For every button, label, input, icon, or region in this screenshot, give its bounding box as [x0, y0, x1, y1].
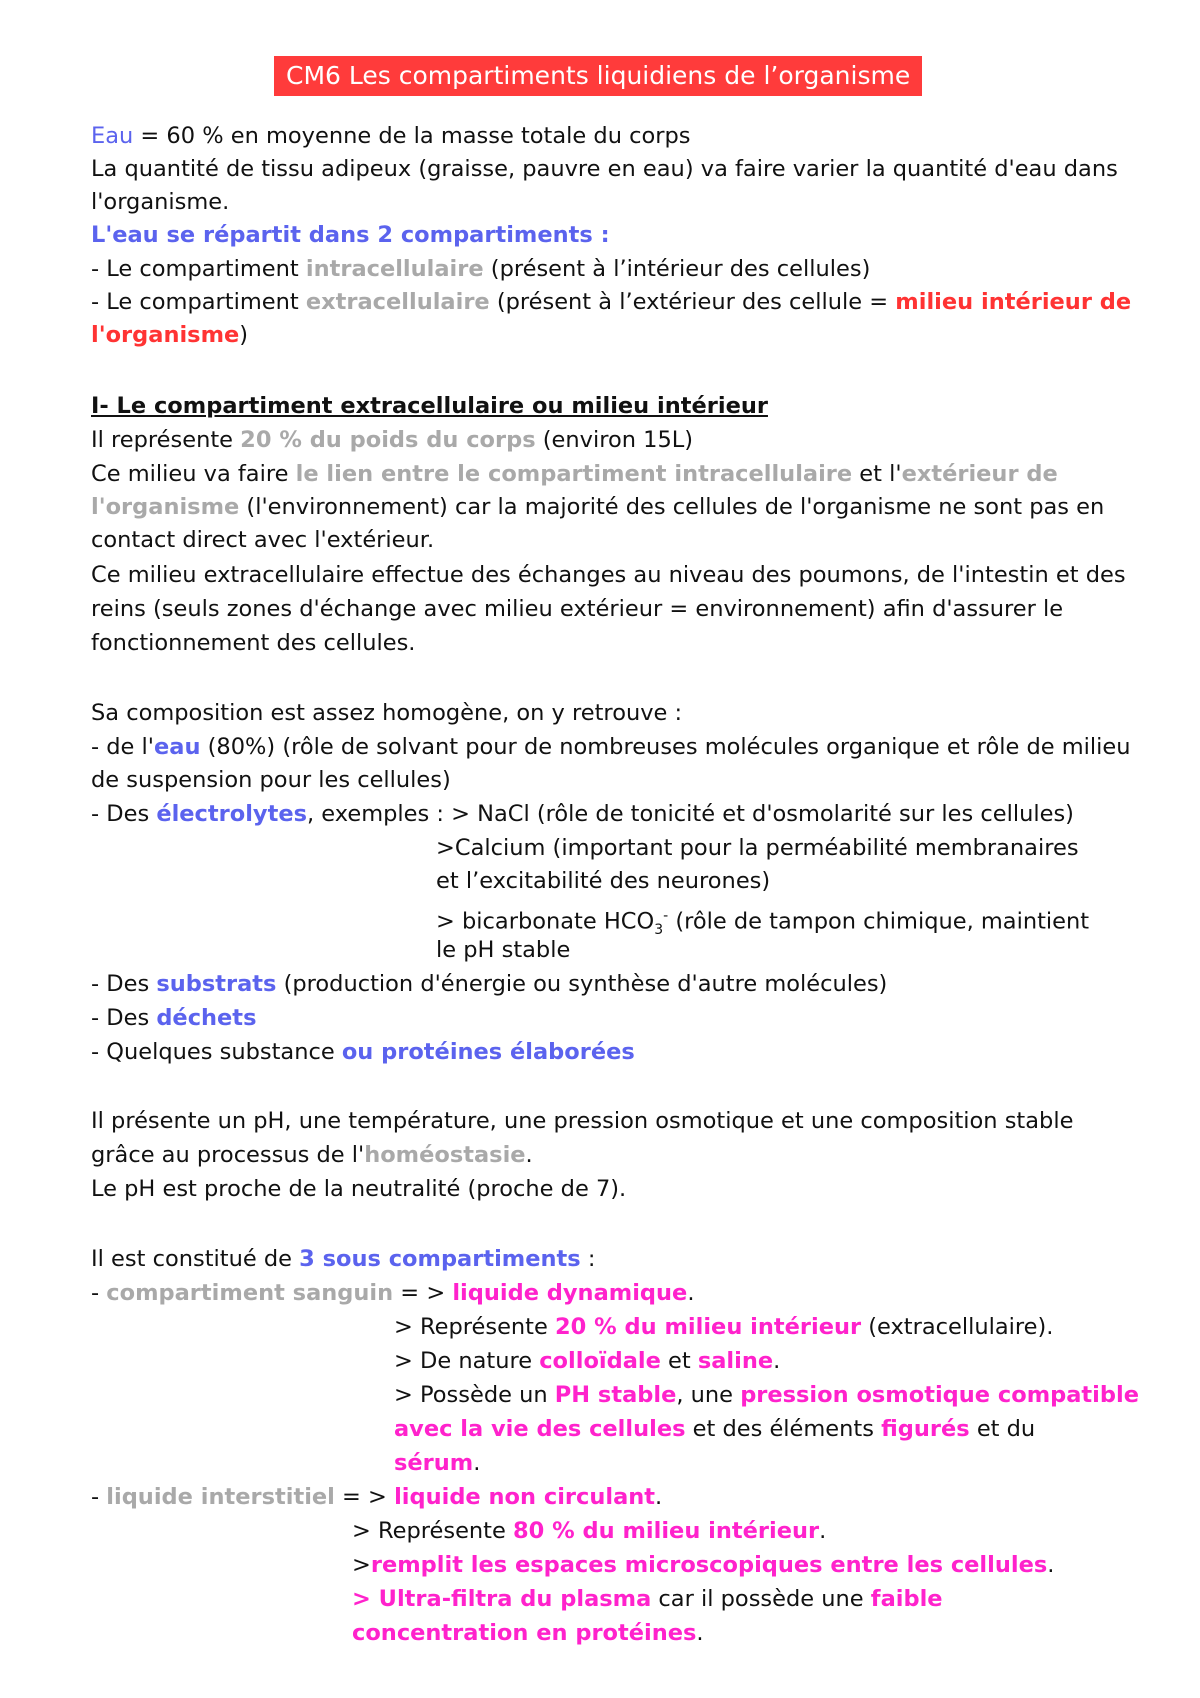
text: >: [352, 1552, 371, 1578]
term: avec la vie des cellules: [394, 1416, 686, 1442]
composition-item: [91, 968, 887, 1000]
intro-line-4: L'eau se répartit dans 2 compartiments :: [91, 222, 610, 248]
term: le lien entre le compartiment intracellulaire: [295, 461, 853, 487]
text: > bicarbonate HCO: [436, 908, 655, 935]
text: (l'environnement) car la majorité des cellules de l'organisme ne sont pas en: [239, 494, 1105, 520]
subitem-line: [352, 1549, 1054, 1581]
term-organisme: l'organisme: [91, 322, 240, 348]
composition-subitem: et l’excitabilité des neurones): [436, 868, 771, 894]
term: compartiment sanguin: [106, 1280, 394, 1306]
term: faible: [870, 1586, 943, 1612]
term: l'organisme: [91, 494, 240, 520]
text: (présent à l’intérieur des cellules): [483, 256, 871, 282]
text: - Des: [91, 801, 157, 827]
text: (extracellulaire).: [861, 1314, 1054, 1340]
text: .: [1047, 1552, 1055, 1578]
term: colloïdale: [539, 1348, 661, 1374]
text: - Des: [91, 971, 157, 997]
composition-item: [91, 731, 1131, 763]
para-line: fonctionnement des cellules.: [91, 630, 416, 656]
text: Ce milieu va faire: [91, 461, 296, 487]
subitem-line: [352, 1583, 943, 1615]
text: :: [580, 1246, 596, 1272]
para-line: Il présente un pH, une température, une pression osmotique et une composition stable: [91, 1108, 1074, 1134]
intro-line-1: [91, 120, 691, 152]
intro-line-2: La quantité de tissu adipeux (graisse, pauvre en eau) va faire varier la quantité d'eau dans: [91, 156, 1118, 182]
text: .: [525, 1142, 533, 1168]
term-intracellulaire: intracellulaire: [305, 256, 484, 282]
text: = 60 % en moyenne de la masse totale du corps: [133, 123, 691, 149]
term: extérieur de: [901, 461, 1058, 487]
term: 20 % du poids du corps: [240, 427, 536, 453]
term-milieu-interieur: milieu intérieur de: [895, 289, 1132, 315]
text: > Représente: [394, 1314, 555, 1340]
text: car il possède une: [651, 1586, 871, 1612]
text: > Possède un: [394, 1382, 555, 1408]
subitem-line: [352, 1617, 704, 1649]
text: et l': [852, 461, 902, 487]
term: eau: [154, 734, 201, 760]
text: (rôle de tampon chimique, maintient: [668, 908, 1090, 935]
text: .: [696, 1620, 704, 1646]
intro-line-3: l'organisme.: [91, 189, 230, 215]
text: - Quelques substance: [91, 1039, 342, 1065]
para-line: Ce milieu extracellulaire effectue des échanges au niveau des poumons, de l'intestin et des: [91, 562, 1126, 588]
composition-subitem: >Calcium (important pour la perméabilité membranaires: [436, 835, 1079, 861]
intro-line-6: [91, 286, 1131, 318]
term: homéostasie: [364, 1142, 526, 1168]
para-line: Le pH est proche de la neutralité (proche de 7).: [91, 1176, 627, 1202]
subitem-line: [394, 1379, 1139, 1411]
term: remplit les espaces microscopiques entre les cellules: [370, 1552, 1048, 1578]
term: saline: [697, 1348, 774, 1374]
para-line: [91, 458, 1058, 490]
composition-item: de suspension pour les cellules): [91, 767, 451, 793]
text: =: [393, 1280, 427, 1306]
text: .: [819, 1518, 827, 1544]
text: .: [473, 1450, 481, 1476]
para-line: contact direct avec l'extérieur.: [91, 527, 435, 553]
term: PH stable: [554, 1382, 677, 1408]
composition-item: [91, 1036, 635, 1068]
para-line: [91, 424, 693, 456]
term: concentration en protéines: [352, 1620, 697, 1646]
text: et: [660, 1348, 698, 1374]
term: liquide interstitiel: [106, 1484, 335, 1510]
subscript: 3: [654, 922, 664, 938]
text: , exemples :: [307, 801, 452, 827]
term: figurés: [881, 1416, 970, 1442]
page-title: CM6 Les compartiments liquidiens de l’organisme: [274, 56, 922, 96]
text: - Le compartiment: [91, 256, 306, 282]
composition-intro: Sa composition est assez homogène, on y retrouve :: [91, 700, 683, 726]
text: > De nature: [394, 1348, 540, 1374]
para-line: reins (seuls zones d'échange avec milieu extérieur = environnement) afin d'assurer le: [91, 596, 1064, 622]
text: - Des: [91, 1005, 157, 1031]
subitem-line: [394, 1345, 780, 1377]
subitem-line: [394, 1447, 480, 1479]
subitem-line: [394, 1413, 1035, 1445]
text: Il représente: [91, 427, 241, 453]
subcompartments-intro: [91, 1243, 595, 1275]
text: - de l': [91, 734, 154, 760]
term: 80 % du milieu intérieur: [513, 1518, 820, 1544]
term: > Ultra-filtra du plasma: [352, 1586, 652, 1612]
text: et du: [969, 1416, 1036, 1442]
term: déchets: [156, 1005, 257, 1031]
term: substrats: [156, 971, 277, 997]
subcompartment-sanguin: [91, 1277, 694, 1309]
text: .: [655, 1484, 663, 1510]
text: - Le compartiment: [91, 289, 306, 315]
intro-line-7: [91, 319, 248, 351]
text: ): [239, 322, 249, 348]
term-extracellulaire: extracellulaire: [305, 289, 490, 315]
term-eau: Eau: [91, 123, 134, 149]
text: , une: [676, 1382, 741, 1408]
text: -: [91, 1280, 107, 1306]
text: (production d'énergie ou synthèse d'autre molécules): [276, 971, 888, 997]
term: ou protéines élaborées: [341, 1039, 635, 1065]
composition-subitem: le pH stable: [436, 937, 571, 963]
term: électrolytes: [156, 801, 307, 827]
intro-line-5: [91, 253, 870, 285]
text: (présent à l’extérieur des cellule =: [489, 289, 896, 315]
composition-item: [91, 1002, 256, 1034]
text: (environ 15L): [535, 427, 694, 453]
subitem-line: [394, 1311, 1053, 1343]
text: -: [91, 1484, 107, 1510]
text: >: [426, 1280, 453, 1306]
term: 3 sous compartiments: [299, 1246, 581, 1272]
text: > NaCl (rôle de tonicité et d'osmolarité sur les cellules): [451, 801, 1074, 827]
composition-item: [91, 798, 1074, 830]
text: (80%) (rôle de solvant pour de nombreuses molécules organique et rôle de milieu: [200, 734, 1131, 760]
para-line: [91, 491, 1104, 523]
term: liquide non circulant: [394, 1484, 656, 1510]
text: grâce au processus de l': [91, 1142, 365, 1168]
subcompartment-interstitiel: [91, 1481, 662, 1513]
term: sérum: [394, 1450, 474, 1476]
text: = >: [334, 1484, 395, 1510]
para-line: [91, 1139, 533, 1171]
text: .: [773, 1348, 781, 1374]
term: liquide dynamique: [452, 1280, 688, 1306]
superscript: -: [663, 908, 669, 924]
text: > Représente: [352, 1518, 513, 1544]
text: .: [687, 1280, 695, 1306]
text: Il est constitué de: [91, 1246, 300, 1272]
text: et des éléments: [685, 1416, 882, 1442]
section-heading: I- Le compartiment extracellulaire ou milieu intérieur: [91, 393, 768, 419]
term: pression osmotique compatible: [740, 1382, 1139, 1408]
subitem-line: [352, 1515, 826, 1547]
term: 20 % du milieu intérieur: [555, 1314, 862, 1340]
